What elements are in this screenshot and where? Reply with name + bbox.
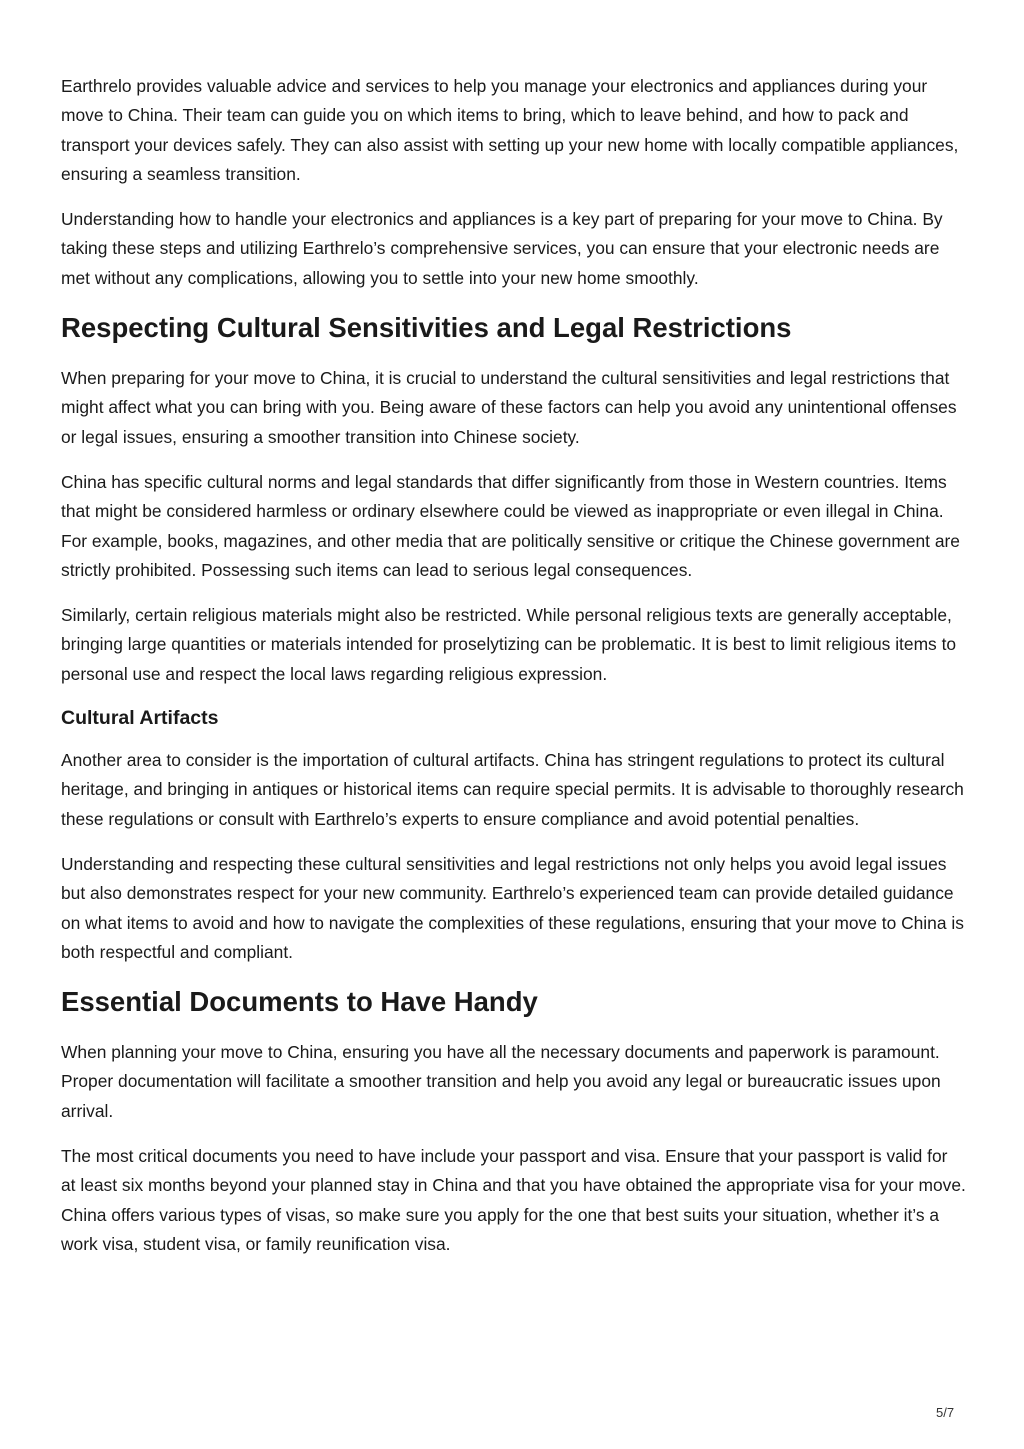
paragraph-electronics-advice: Earthrelo provides valuable advice and services to help you manage your electronics and appliances during your move to China. Their team can guide you on which items to bring, which to leave behind, and how to pack and transport your devices safely. They can also assist with setting up your new home with locally compatible appliances, ensuring a seamless transition.: [61, 76, 959, 184]
document-page: [61, 72, 966, 1275]
paragraph-artifacts: Another area to consider is the importation of cultural artifacts. China has stringent regulations to protect its cultural heritage, and bringing in antiques or historical items can require special permits. It is advisable to thoroughly research these regulations or consult with Earthrelo’s experts to ensure compliance and avoid potential penalties.: [61, 750, 964, 829]
heading-essential-documents: Essential Documents to Have Handy: [61, 986, 538, 1018]
paragraph-cultural-norms: China has specific cultural norms and legal standards that differ significantly from those in Western countries. Items that might be considered harmless or ordinary elsewhere could be viewed as inappropriate or even illegal in China. For example, books, magazines, and other media that are politically sensitive or critique the Chinese government are strictly prohibited. Possessing such items can lead to serious legal consequences.: [61, 471, 960, 580]
paragraph-cultural-summary: Understanding and respecting these cultural sensitivities and legal restrictions not only helps you avoid legal issues but also demonstrates respect for your new community. Earthrelo’s experienced team can provide detailed guidance on what items to avoid and how to navigate the complexities of these regulations, ensuring that your move to China is both respectful and compliant.: [61, 853, 964, 962]
paragraph-cultural-intro: When preparing for your move to China, it is crucial to understand the cultural sensitivities and legal restrictions that might affect what you can bring with you. Being aware of these factors can help you avoid any unintentional offenses or legal issues, ensuring a smoother transition into Chinese society.: [61, 368, 957, 447]
paragraph-passport-visa: The most critical documents you need to have include your passport and visa. Ensure that your passport is valid for at least six months beyond your planned stay in China and that you have obtained the appropriate visa for your move. China offers various types of visas, so make sure you apply for the one that best suits your situation, whether it’s a work visa, student visa, or family reunification visa.: [61, 1146, 966, 1254]
subheading-cultural-artifacts: Cultural Artifacts: [61, 707, 219, 730]
paragraph-electronics-summary: Understanding how to handle your electronics and appliances is a key part of preparing for your move to China. By taking these steps and utilizing Earthrelo’s comprehensive services, you can ensure that your electronic needs are met without any complications, allowing you to settle into your new home smoothly.: [61, 209, 943, 288]
paragraph-religious-materials: Similarly, certain religious materials might also be restricted. While personal religious texts are generally acceptable, bringing large quantities or materials intended for proselytizing can be problematic. It is best to limit religious items to personal use and respect the local laws regarding religious expression.: [61, 605, 957, 684]
heading-cultural-sensitivities: Respecting Cultural Sensitivities and Legal Restrictions: [61, 312, 792, 344]
paragraph-documents-intro: When planning your move to China, ensuring you have all the necessary documents and paperwork is paramount. Proper documentation will facilitate a smoother transition and help you avoid any legal or bureaucratic issues upon arrival.: [61, 1042, 941, 1121]
page-number: 5/7: [936, 1405, 955, 1420]
